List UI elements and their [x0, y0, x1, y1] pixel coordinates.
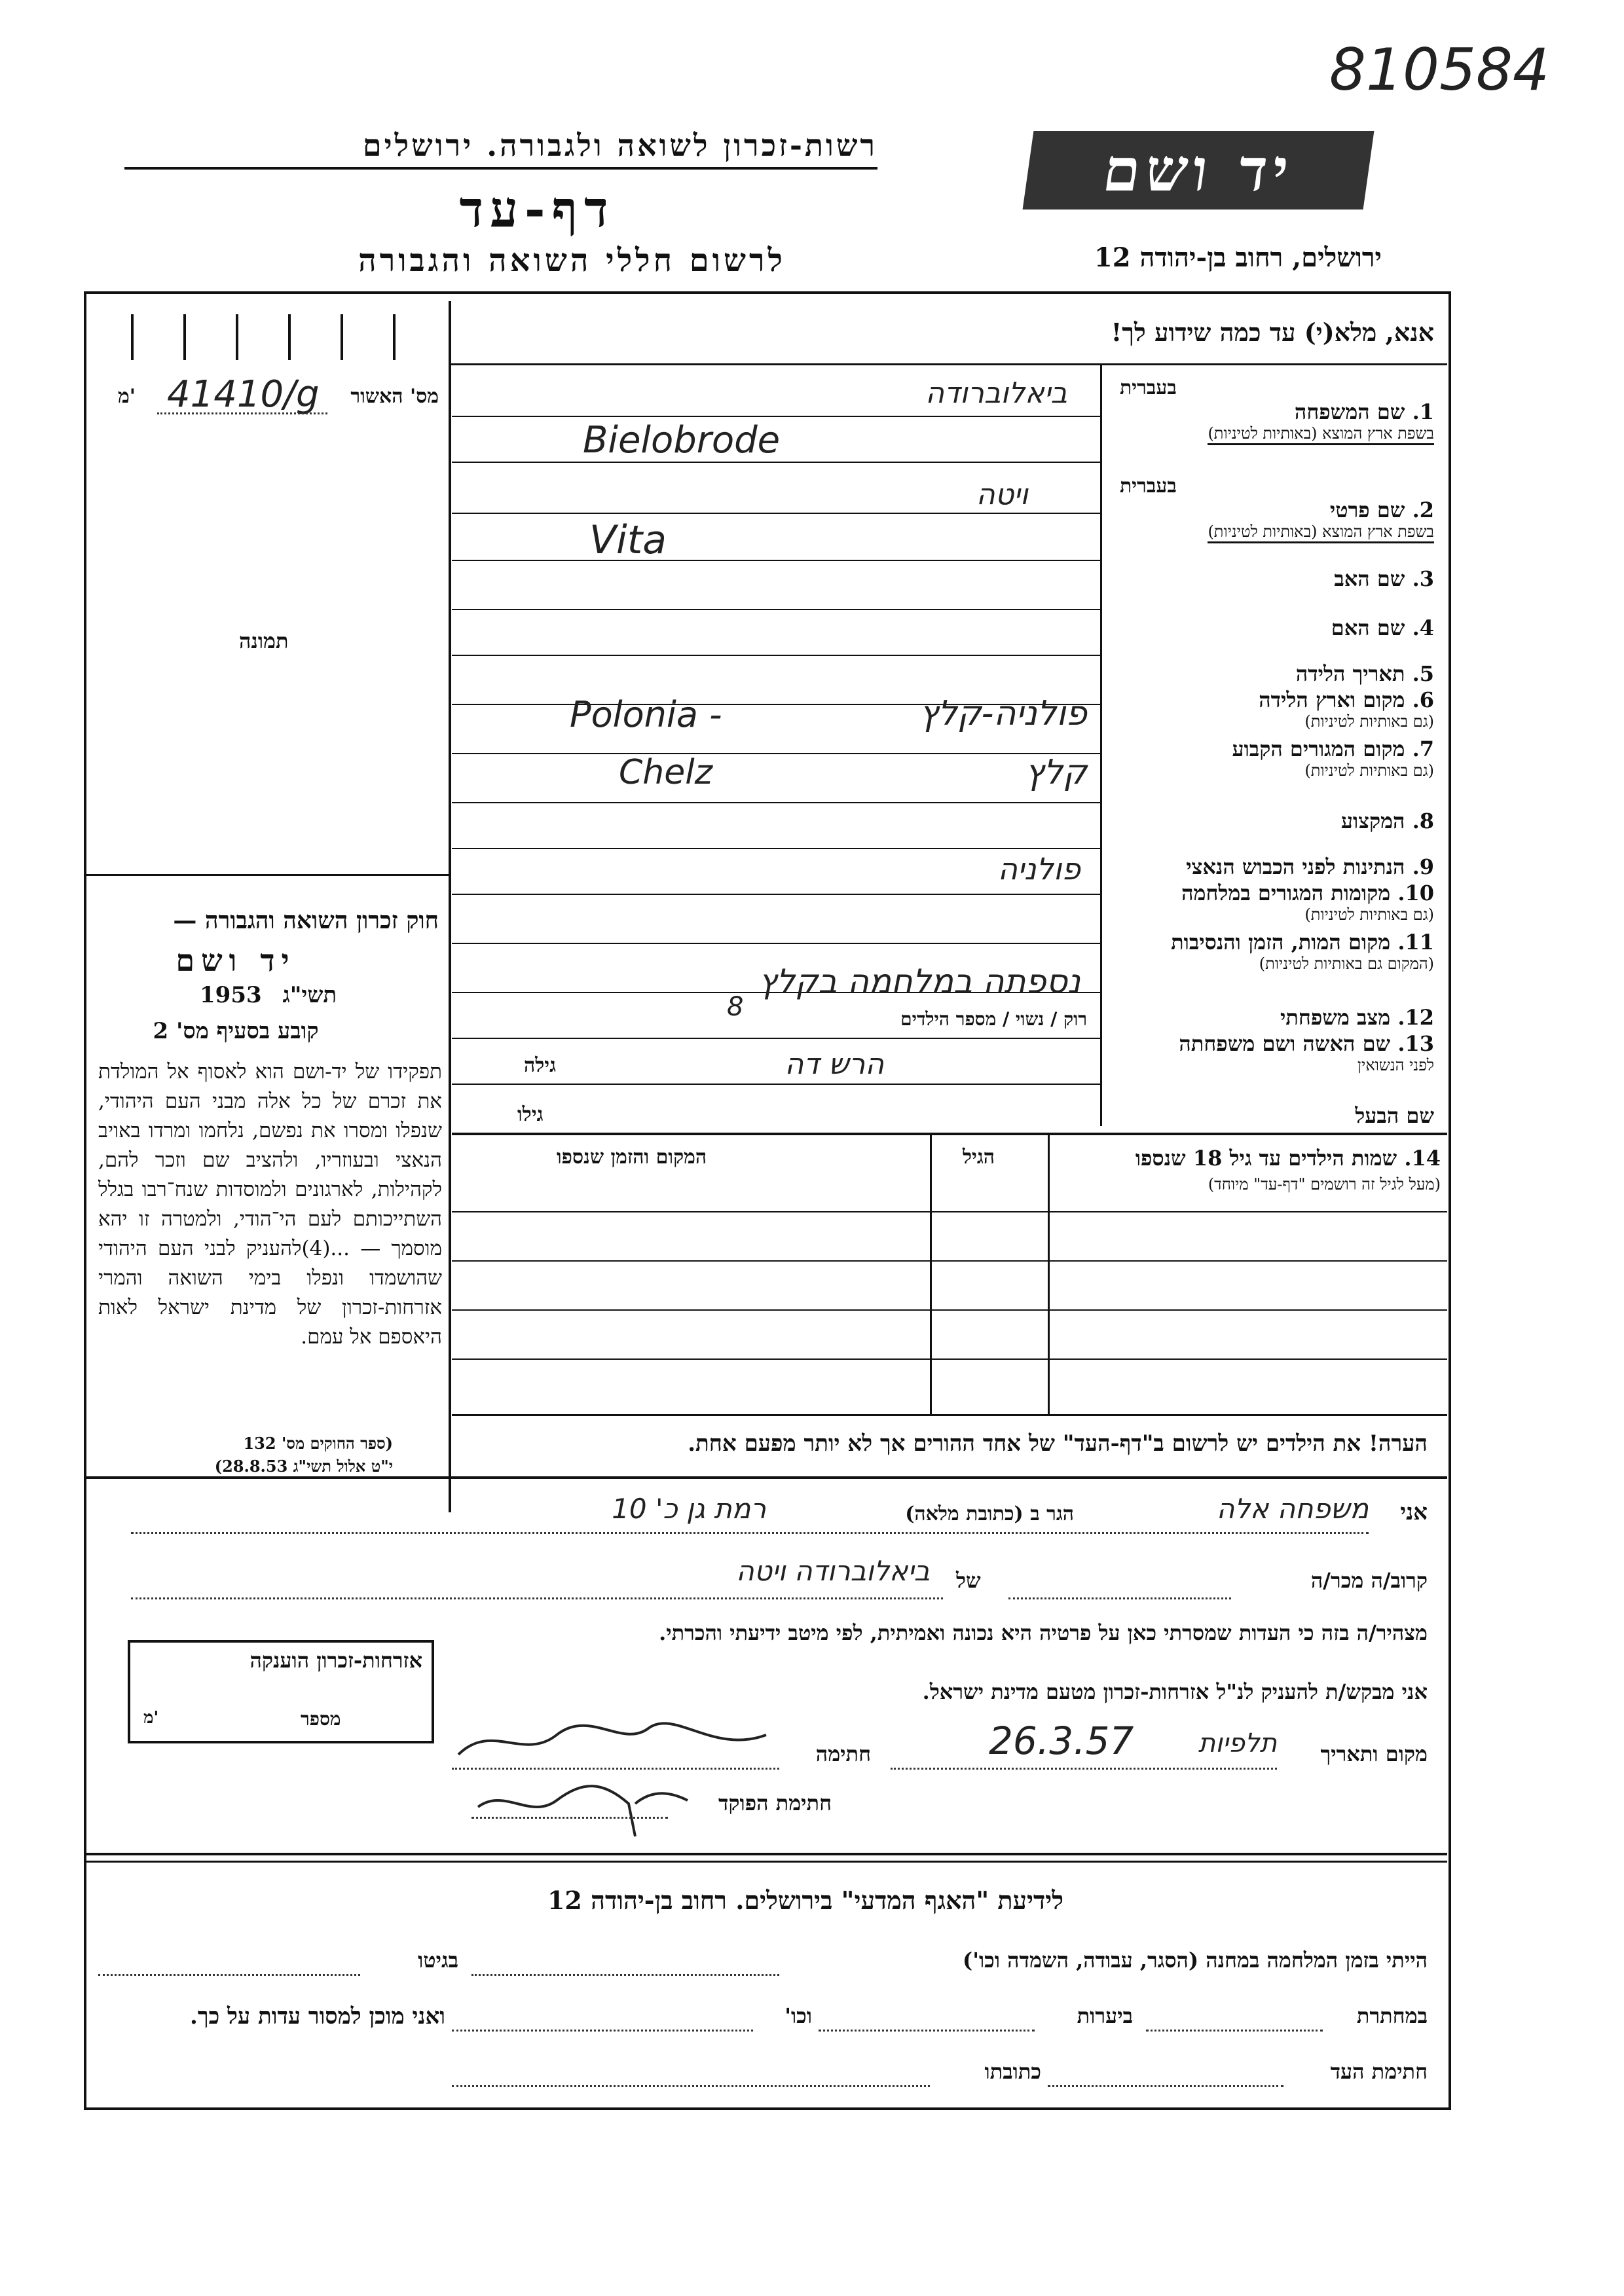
certificate-no-sign: מ' [143, 1708, 159, 1728]
note: הערה! את הילדים יש לרשום ב"דף-העד" של אחד ההורים אך לא יותר מפעם אחת. [688, 1430, 1428, 1457]
declarant-name: משפחה אלה [1216, 1493, 1369, 1525]
law-ref-2: י"ט אלול תשי"ג 28.8.53) [214, 1457, 393, 1476]
field-13-sub: לפני הנשואין [1357, 1056, 1434, 1074]
children-col-age: הגיל [963, 1146, 995, 1169]
declarant-address-label: הגר ב (כתובת מלאה) [905, 1503, 1074, 1525]
family-status-options: רוק / נשוי / מספר הילדים [900, 1008, 1087, 1030]
field-10: 10. מקומות המגורים במלחמה (גם באותיות לטיניות) [1107, 881, 1434, 924]
place-date-label: מקום ותאריך [1320, 1741, 1428, 1766]
yad-vashem-logo [1023, 131, 1375, 210]
form-subtitle: לרשום חללי השואה והגבורה [358, 242, 786, 279]
death-place-value: נספתה במלחמה בקלץ [758, 962, 1080, 1000]
law-title: חוק זכרון השואה והגבורה — [173, 907, 439, 934]
registration-label: מס' האשור [350, 385, 439, 408]
labels-separator [1100, 363, 1102, 1126]
field-8-label: 8. המקצוע [1340, 809, 1434, 833]
firstname-latin: Vita [589, 517, 667, 563]
wife-age-label: גילה [524, 1054, 557, 1077]
field-7: 7. מקום המגורים הקבוע (גם באותיות לטיניות) [1107, 737, 1434, 780]
field-10-sub: (גם באותיות לטיניות) [1304, 905, 1434, 924]
footer-underground: במחתרת [1356, 2003, 1428, 2028]
husband-label: שם הבעל [1355, 1103, 1434, 1128]
field-2 [1107, 475, 1434, 543]
children-label: 14. שמות הילדים עד גיל 18 שנספו [1135, 1146, 1441, 1171]
husband-age-label: גילו [517, 1103, 544, 1126]
law-year [200, 982, 337, 1008]
field-6: 6. מקום וארץ הלידה (גם באותיות לטיניות) [1107, 687, 1434, 731]
field-9-label: 9. הנתינות לפני הכבוש הנאצי [1186, 854, 1434, 879]
doc-number: 810584 [1329, 36, 1549, 103]
field-3-label: 3. שם האב [1334, 566, 1434, 591]
relation-shel: של [956, 1568, 981, 1593]
field-11-sub: (המקום גם באותיות לטיניות) [1259, 955, 1434, 973]
footer-line1: הייתי בזמן המלחמה במחנה (הסגר, עבודה, השמדה וכו') [963, 1948, 1428, 1973]
field-6-sub: (גם באותיות לטיניות) [1304, 712, 1434, 731]
officer-signature [471, 1768, 694, 1840]
declarant-ani: אני [1400, 1499, 1428, 1525]
law-year-heb: תשי"ג [282, 982, 337, 1008]
children-count: 8 [727, 992, 744, 1022]
declaration-text: מצהיר/ה בזה כי העדות שמסרתי כאן על פרטיה היא נכונה ואמיתית, לפי מיטב ידיעתי והכרתי. [659, 1620, 1428, 1645]
field-4-label: 4. שם האם [1331, 615, 1434, 640]
field-1-heb-label: בעברית [1120, 376, 1177, 399]
children-col-sep-2 [1048, 1133, 1050, 1414]
photo-label: תמונה [239, 629, 289, 653]
authority-line: רשות-זכרון לשואה ולגבורה. ירושלים [124, 128, 877, 170]
footer-address: כתובתו [984, 2059, 1041, 2084]
field-11: 11. מקום המות, הזמן והנסיבות (המקום גם באותיות לטיניות) [1107, 930, 1434, 974]
surname-latin: Bielobrode [583, 419, 781, 462]
logo-text: יד ושם [1098, 136, 1299, 205]
request-text: אני מבקש/ת להעניק לנ"ל אזרחות-זכרון מטעם מדינת ישראל. [922, 1679, 1428, 1704]
certificate-title: אזרחות-זכרון הוענקה [249, 1648, 422, 1673]
declarant-address: רמת גן כ' 10 [612, 1493, 766, 1525]
field-5-label: 5. תאריך הלידה [1295, 661, 1434, 686]
birthplace-hebrew: פולניה-קלץ [919, 694, 1087, 733]
certificate-number-label: מספר [301, 1708, 341, 1730]
field-1 [1107, 376, 1434, 445]
children-col-place: המקום והזמן שנספו [557, 1146, 707, 1169]
relation-value: ביאלוברודה ויטה [736, 1555, 930, 1587]
birthplace-latin: Polonia - [570, 694, 722, 735]
surname-hebrew: ביאלוברודה [925, 376, 1067, 410]
field-2-heb-label: בעברית [1120, 475, 1177, 498]
residence-latin: Chelz [619, 753, 712, 792]
place-value: תלפיות [1198, 1728, 1277, 1758]
footer-witness-sig: חתימת העד [1330, 2059, 1428, 2084]
header-address: ירושלים, רחוב בן-יהודה 12 [1094, 242, 1382, 273]
certificate-box [128, 1640, 434, 1743]
law-ref-1: (ספר החוקים מס' 132 [243, 1434, 393, 1453]
footer-title: לידיעת "האגף המדעי" בירושלים. רחוב בן-יהודה 12 [547, 1886, 1064, 1915]
relation-label: קרוב/ה מכר/ה [1310, 1568, 1428, 1593]
field-13: 13. שם האשה ושם משפחתה לפני הנשואין [1107, 1031, 1434, 1075]
footer-ready: ואני מוכן למסור עדות על כך. [190, 2003, 445, 2030]
form-title: דף-עד [459, 180, 615, 238]
field-7-sub: (גם באותיות לטיניות) [1304, 761, 1434, 780]
field-1-label: 1. שם המשפחה [1294, 399, 1434, 424]
children-col-sep-1 [930, 1133, 932, 1414]
law-name: יד ושם [175, 943, 296, 978]
firstname-hebrew: ויטה [976, 478, 1028, 511]
registration-no-sign: מ' [118, 385, 136, 408]
left-column-border [449, 301, 451, 1512]
wife-name-value: הרש דה [784, 1048, 884, 1081]
officer-signature-label: חתימת הפוקד [718, 1791, 832, 1815]
footer-forests: ביערות [1077, 2003, 1133, 2028]
field-1-sub: בשפת ארץ המוצא (באותיות לטיניות) [1208, 424, 1434, 445]
date-value: 26.3.57 [989, 1719, 1134, 1763]
residence-hebrew: קלץ [1025, 753, 1087, 792]
field-2-sub: בשפת ארץ המוצא (באותיות לטיניות) [1208, 522, 1434, 543]
law-top-border [85, 874, 449, 876]
field-12-label: 12. מצב משפחתי [1280, 1005, 1434, 1030]
registration-value: 41410/g [167, 373, 320, 416]
footer-etc: וכו' [784, 2003, 812, 2028]
law-year-num: 1953 [200, 982, 262, 1008]
declarant-signature [452, 1715, 779, 1768]
law-clause: קובע בסעיף מס' 2 [153, 1018, 319, 1044]
footer-ghetto: בגיטו [418, 1948, 458, 1973]
registration-ticks [111, 308, 439, 360]
law-text: תפקידו של יד-ושם הוא לאסוף אל המולדת את זכרם של כל אלה מבני העם היהודי, שנפלו ומסרו את נפשם, נלחמו ומרדו באויב הנאצי ובעוזריו, ולהציב שם וזכר להם, לקהילות, לארגונים ולמוסדות שנח־רבו בגלל השתייכותם לעם הי־הודי, ולמטרה זו יהא מוסמך — ...(4)להעניק לבני העם היהודי שהושמדו ונפלו בימי השואה והמרי אזרחות-זכרון של מדינת ישראל לאות היאספם אל עמם. [98, 1060, 442, 1349]
instruction: אנא, מלא(י) עד כמה שידוע לך! [1111, 318, 1434, 347]
children-sub: (מעל לגיל זה רושמים "דף-עד" מיוחד) [1208, 1175, 1441, 1194]
field-2-label: 2. שם פרטי [1329, 498, 1434, 522]
nationality-value: פולניה [997, 851, 1080, 886]
children-table-top [452, 1133, 1447, 1135]
signature-label: חתימה [815, 1741, 871, 1766]
